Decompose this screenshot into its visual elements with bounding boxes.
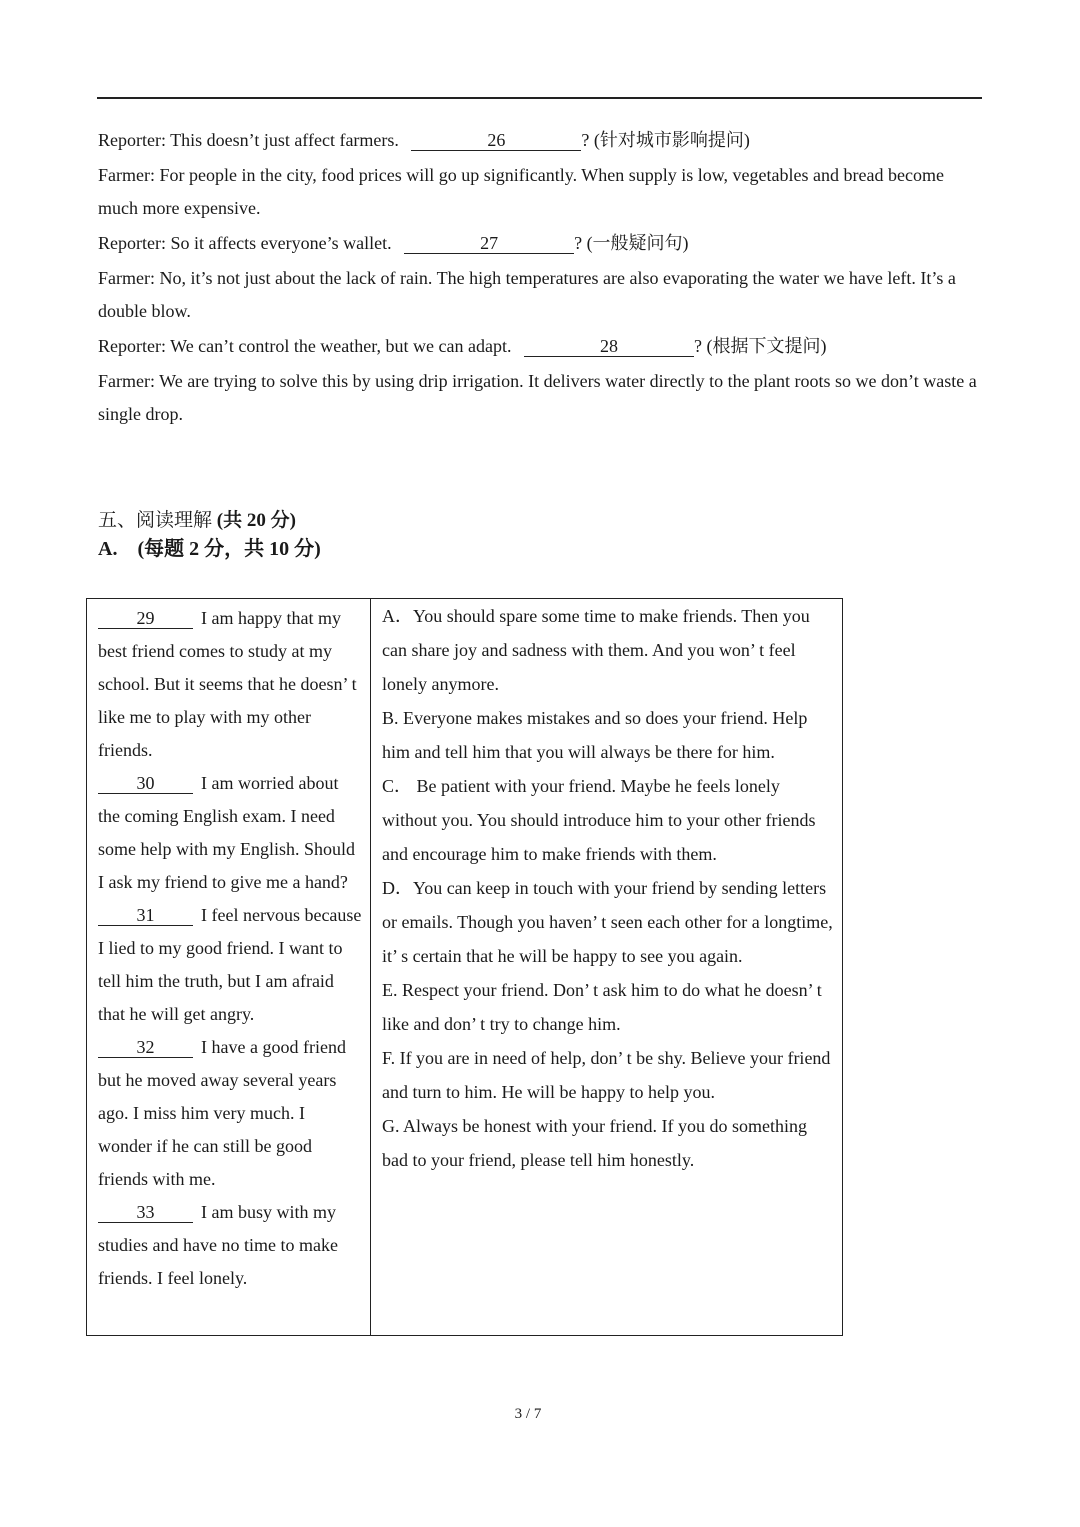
answer-blank-27: 27 bbox=[404, 233, 574, 254]
questions-column bbox=[87, 599, 371, 1336]
section-score: (共 20 分) bbox=[216, 510, 296, 531]
dialogue-text: Reporter: So it affects everyone’s wallet. bbox=[98, 233, 392, 253]
question-number: 30 bbox=[98, 773, 193, 794]
question-number: 29 bbox=[98, 608, 193, 629]
dialogue-text: Farmer: No, it’s not just about the lack of rain. The high temperatures are also evaporating the water we have left. It’s a double blow. bbox=[98, 268, 956, 321]
question-number: 33 bbox=[98, 1202, 193, 1223]
answer-blank-26: 26 bbox=[411, 130, 581, 151]
matching-table bbox=[86, 598, 843, 1336]
question-text: I am happy that my best friend comes to study at my school. But it seems that he doesn’ t like me to play with my other friends. bbox=[98, 608, 357, 760]
part-score: (每题 2 分，共 10 分) bbox=[137, 538, 321, 560]
dialogue-hint: ? (一般疑问句) bbox=[574, 233, 689, 253]
dialogue-line bbox=[98, 330, 978, 363]
question-text: I feel nervous because I lied to my good friend. I want to tell him the truth, but I am afraid that he will get angry. bbox=[98, 905, 362, 1024]
section-title bbox=[98, 507, 296, 535]
dialogue-line bbox=[98, 365, 978, 431]
dialogue-hint: ? (针对城市影响提问) bbox=[581, 130, 750, 150]
question-item bbox=[98, 1196, 362, 1295]
option-b: B. Everyone makes mistakes and so does your friend. Help him and tell him that you will always be there for him. bbox=[382, 708, 808, 762]
question-item bbox=[98, 1031, 362, 1196]
dialogue-text: Reporter: We can’t control the weather, but we can adapt. bbox=[98, 336, 512, 356]
option-f: F. If you are in need of help, don’ t be shy. Believe your friend and turn to him. He will be happy to help you. bbox=[382, 1048, 831, 1102]
header-rule bbox=[97, 97, 982, 99]
option-a: A．You should spare some time to make friends. Then you can share joy and sadness with them. And you won’ t feel lonely anymore. bbox=[382, 606, 810, 694]
question-text: I have a good friend but he moved away several years ago. I miss him very much. I wonder if he can still be good friends with me. bbox=[98, 1037, 346, 1189]
dialogue-text: Farmer: We are trying to solve this by using drip irrigation. It delivers water directly to the plant roots so we don’t waste a single drop. bbox=[98, 371, 977, 424]
page-number: 3 / 7 bbox=[514, 1406, 542, 1422]
dialogue-block bbox=[98, 124, 978, 433]
question-item bbox=[98, 602, 362, 767]
dialogue-text: Farmer: For people in the city, food prices will go up significantly. When supply is low, vegetables and bread become much more expensive. bbox=[98, 165, 944, 218]
option-g: G. Always be honest with your friend. If you do something bad to your friend, please tell him honestly. bbox=[382, 1116, 807, 1170]
part-title bbox=[98, 535, 321, 563]
question-number: 31 bbox=[98, 905, 193, 926]
part-label: A. bbox=[98, 538, 118, 560]
section-title-text: 五、阅读理解 bbox=[98, 510, 213, 531]
options-column bbox=[371, 599, 843, 1336]
dialogue-line bbox=[98, 227, 978, 260]
question-text: I am worried about the coming English exam. I need some help with my English. Should I ask my friend to give me a hand? bbox=[98, 773, 356, 892]
dialogue-line bbox=[98, 124, 978, 157]
option-d: D．You can keep in touch with your friend by sending letters or emails. Though you haven’ t seen each other for a longtime, it’ s certain that he will be happy to see you again. bbox=[382, 878, 833, 966]
answer-blank-28: 28 bbox=[524, 336, 694, 357]
question-text: I am busy with my studies and have no time to make friends. I feel lonely. bbox=[98, 1202, 338, 1288]
question-item bbox=[98, 899, 362, 1031]
question-item bbox=[98, 767, 362, 899]
option-e: E. Respect your friend. Don’ t ask him to do what he doesn’ t like and don’ t try to change him. bbox=[382, 980, 822, 1034]
dialogue-line bbox=[98, 159, 978, 225]
dialogue-line bbox=[98, 262, 978, 328]
dialogue-text: Reporter: This doesn’t just affect farmers. bbox=[98, 130, 399, 150]
dialogue-hint: ? (根据下文提问) bbox=[694, 336, 827, 356]
question-number: 32 bbox=[98, 1037, 193, 1058]
option-c: C． Be patient with your friend. Maybe he feels lonely without you. You should introduce him to your other friends and encourage him to make friends with them. bbox=[382, 776, 816, 864]
